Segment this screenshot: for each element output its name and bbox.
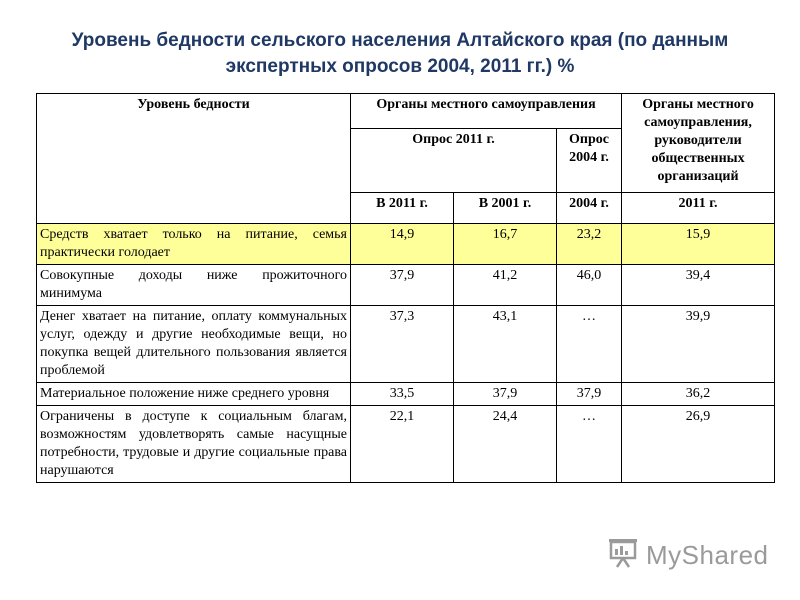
header-in-2001: В 2001 г.	[454, 192, 557, 223]
table-row	[37, 224, 775, 265]
row-label: Денег хватает на питание, оплату коммунальных услуг, одежду и другие необходимые вещи, но покупка вещей длительного пользования является проблемой	[37, 306, 351, 383]
header-poverty-level: Уровень бедности	[37, 94, 351, 224]
cell-2001: 41,2	[454, 265, 557, 306]
header-survey-2011: Опрос 2011 г.	[351, 129, 557, 192]
cell-2001: 16,7	[454, 224, 557, 265]
cell-2001: 43,1	[454, 306, 557, 383]
cell-orgs-2011: 15,9	[622, 224, 775, 265]
header-in-2011: В 2011 г.	[351, 192, 454, 223]
cell-2004: …	[557, 306, 622, 383]
table-row	[37, 306, 775, 383]
cell-orgs-2011: 39,9	[622, 306, 775, 383]
header-gov-and-leaders: Органы местного самоуправления, руководители общественных организаций	[622, 94, 775, 193]
cell-orgs-2011: 39,4	[622, 265, 775, 306]
slide-title: Уровень бедности сельского населения Алтайского края (по данным экспертных опросов 2004, 2011 гг.) %	[71, 30, 729, 77]
row-label: Совокупные доходы ниже прожиточного минимума	[37, 265, 351, 306]
header-survey-2004: Опрос 2004 г.	[557, 129, 622, 192]
poverty-table	[36, 93, 775, 483]
cell-2001: 24,4	[454, 406, 557, 483]
header-row-1	[37, 94, 775, 129]
header-2004: 2004 г.	[557, 192, 622, 223]
table-row	[37, 265, 775, 306]
cell-2004: 37,9	[557, 383, 622, 406]
row-label: Средств хватает только на питание, семья практически голодает	[37, 224, 351, 265]
cell-2004: 23,2	[557, 224, 622, 265]
cell-2004: …	[557, 406, 622, 483]
watermark-text: MyShared	[646, 539, 769, 570]
table-row	[37, 383, 775, 406]
watermark-logo	[606, 537, 769, 573]
row-label: Ограничены в доступе к социальным благам, возможностям удовлетворять самые насущные потребности, трудовые и другие социальные права нарушаются	[37, 406, 351, 483]
row-label: Материальное положение ниже среднего уровня	[37, 383, 351, 406]
cell-2011: 37,3	[351, 306, 454, 383]
cell-2004: 46,0	[557, 265, 622, 306]
cell-2011: 14,9	[351, 224, 454, 265]
cell-2011: 33,5	[351, 383, 454, 406]
cell-2011: 37,9	[351, 265, 454, 306]
table-row	[37, 406, 775, 483]
cell-orgs-2011: 26,9	[622, 406, 775, 483]
header-2011: 2011 г.	[622, 192, 775, 223]
cell-2001: 37,9	[454, 383, 557, 406]
cell-orgs-2011: 36,2	[622, 383, 775, 406]
header-local-gov: Органы местного самоуправления	[351, 94, 622, 129]
cell-2011: 22,1	[351, 406, 454, 483]
presentation-board-icon	[606, 536, 640, 575]
